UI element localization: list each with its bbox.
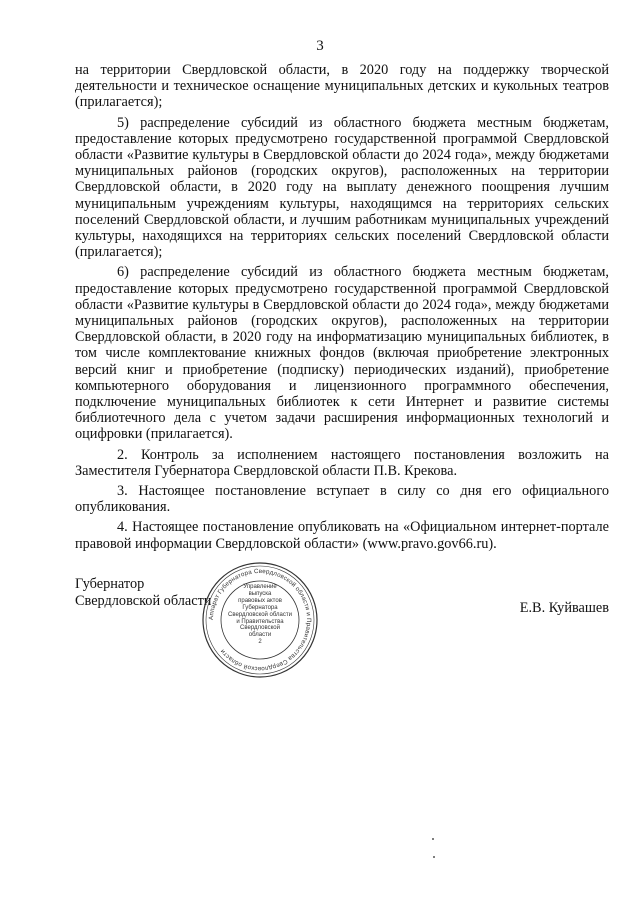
scan-speck <box>432 838 434 840</box>
signature-block <box>75 576 609 676</box>
stamp-line: Свердловской <box>240 625 280 632</box>
paragraph-continuation: на территории Свердловской области, в 2020 году на поддержку творческой деятельности и техническое оснащение муниципальных детских и кукольных театров (прилагается); <box>75 62 609 111</box>
stamp-line: Губернатора <box>242 604 278 611</box>
stamp-line: и Правительства <box>236 618 284 625</box>
signatory-title-line-2: Свердловской области <box>75 592 212 609</box>
stamp-line: правовых актов <box>238 597 282 604</box>
signatory-title <box>75 576 211 609</box>
paragraph-effective: 3. Настоящее постановление вступает в силу со дня его официального опубликования. <box>75 483 609 516</box>
official-stamp <box>200 560 320 680</box>
scan-speck <box>433 856 435 858</box>
signatory-title-line-1: Губернатор <box>75 576 145 592</box>
stamp-line: области <box>248 632 272 639</box>
stamp-ring-text: Аппарат Губернатора Свердловской области и Правительства Свердловской области <box>207 567 313 673</box>
document-body <box>75 62 609 552</box>
stamp-line: выпуска <box>248 590 272 597</box>
stamp-line: Управление <box>243 584 277 590</box>
stamp-line: 2 <box>258 639 262 646</box>
stamp-line: Свердловской области <box>227 611 292 618</box>
paragraph-item-5: 5) распределение субсидий из областного бюджета местным бюджетам, предоставление которых предусмотрено государственной программой Свердловской области «Развитие культуры в Свердловской области до 2024 года», между бюджетами муниципальных районов (городских округов), расположенных на территории Свердловской области, в 2020 году на выплату денежного поощрения лучшим муниципальным учреждениям культуры, находящимся на территориях сельских поселений Свердловской области, и лучшим работникам муниципальных учреждений культуры, находящихся на территориях сельских поселений Свердловской области (прилагается); <box>75 114 609 261</box>
paragraph-item-6: 6) распределение субсидий из областного бюджета местным бюджетам, предоставление которых предусмотрено государственной программой Свердловской области «Развитие культуры в Свердловской области до 2024 года», между бюджетами муниципальных районов (городских округов), расположенных на территории Свердловской области, в 2020 году на информатизацию муниципальных библиотек, в том числе комплектование книжных фондов (включая приобретение электронных версий книг и приобретение (подписку) периодических изданий), приобретение компьютерного оборудования и лицензионного программного обеспечения, подключение муниципальных библиотек к сети Интернет и развитие системы библиотечного дела с учетом задачи расширения информационных технологий и оцифровки (прилагается). <box>75 264 609 443</box>
signatory-name: Е.В. Куйвашев <box>519 600 609 616</box>
paragraph-control: 2. Контроль за исполнением настоящего постановления возложить на Заместителя Губернатора Свердловской области П.В. Крекова. <box>75 446 609 479</box>
paragraph-publish: 4. Настоящее постановление опубликовать на «Официальном интернет-портале правовой информации Свердловской области» (www.pravo.gov66.ru). <box>75 519 609 552</box>
page-number: 3 <box>316 38 324 54</box>
stamp-inner-text <box>226 584 294 646</box>
